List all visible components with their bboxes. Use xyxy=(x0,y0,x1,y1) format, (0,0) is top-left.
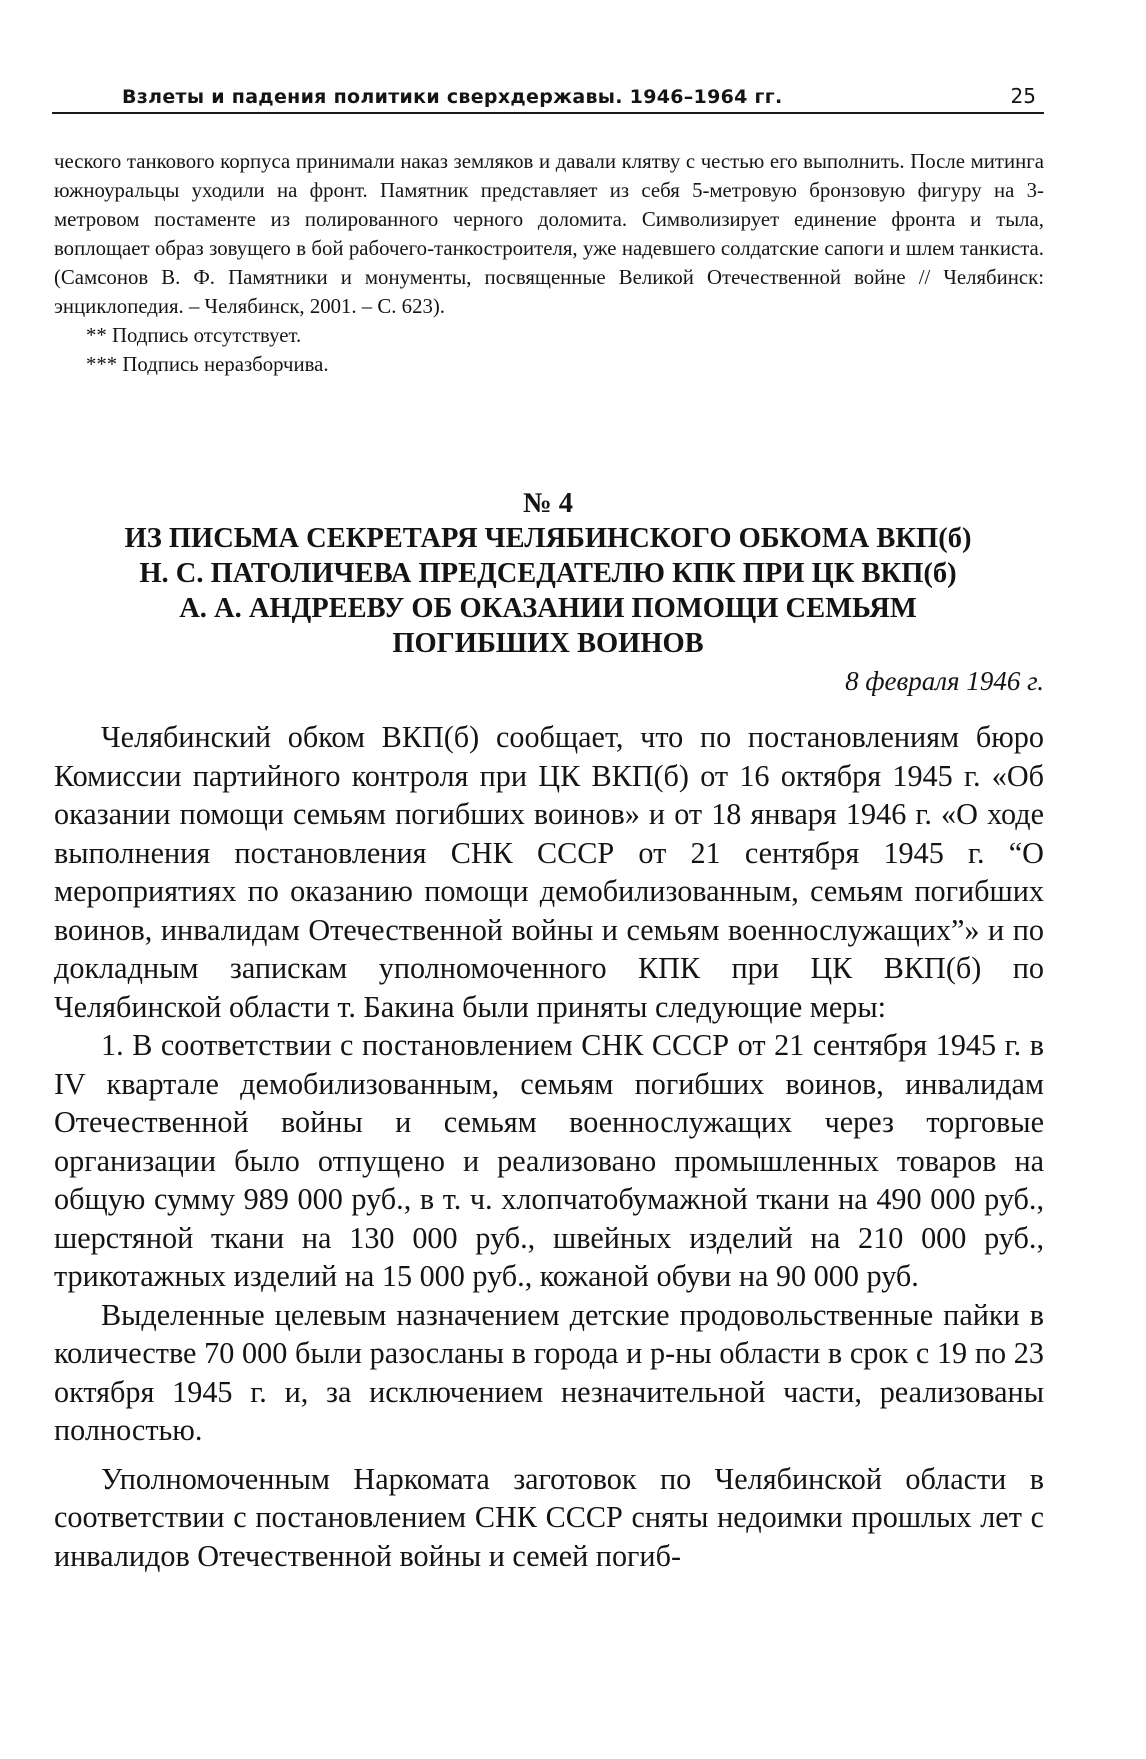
body-paragraph: 1. В соответствии с постановлением СНК СССР от 21 сентября 1945 г. в IV квартале демобилизованным, семьям погибших воинов, инвалидам Отечественной войны и семьям военнослужащих через торговые организации было отпущено и реализовано промышленных товаров на общую сумму 989 000 руб., в т. ч. хлопчатобумажной ткани на 490 000 руб., шерстяной ткани на 130 000 руб., швейных изделий на 210 000 руб., трикотажных изделий на 15 000 руб., кожаной обуви на 90 000 руб. xyxy=(54,1028,1044,1293)
body-paragraph: Челябинский обком ВКП(б) сообщает, что по постановлениям бюро Комиссии партийного контроля при ЦК ВКП(б) от 16 октября 1945 г. «Об оказании помощи семьям погибших воинов» и от 18 января 1946 г. «О ходе выполнения постановления СНК СССР от 21 сентября 1945 г. “О мероприятиях по оказанию помощи демобилизованным, семьям погибших воинов, инвалидам Отечественной войны и семьям военнослужащих”» и по докладным запискам уполномоченного КПК при ЦК ВКП(б) по Челябинской области т. Бакина были приняты следующие меры: xyxy=(54,720,1044,1024)
document-title-line: ИЗ ПИСЬМА СЕКРЕТАРЯ ЧЕЛЯБИНСКОГО ОБКОМА ВКП(б) xyxy=(124,523,972,554)
document-date: 8 февраля 1946 г. xyxy=(845,666,1044,696)
document-number: № 4 xyxy=(522,488,573,519)
running-header xyxy=(52,78,1044,114)
footnotes xyxy=(54,147,1044,379)
document-title-line: Н. С. ПАТОЛИЧЕВА ПРЕДСЕДАТЕЛЮ КПК ПРИ ЦК ВКП(б) xyxy=(139,558,957,589)
document-body xyxy=(54,718,1044,1575)
page-number: 25 xyxy=(1010,84,1036,108)
body-paragraph: Уполномоченным Наркомата заготовок по Челябинской области в соответствии с постановлением СНК СССР сняты недоимки прошлых лет с инвалидов Отечественной войны и семей погиб- xyxy=(54,1461,1044,1573)
footnote-continuation: ческого танкового корпуса принимали наказ земляков и давали клятву с честью его выполнить. После митинга южноуральцы уходили на фронт. Памятник представляет из себя 5-метровую бронзовую фигуру на 3-метровом постаменте из полированного черного доломита. Символизирует единение фронта и тыла, воплощает образ зовущего в бой рабочего-танкостроителя, уже надевшего солдатские сапоги и шлем танкиста. (Самсонов В. Ф. Памятники и монументы, посвященные Великой Отечественной войне // Челябинск: энциклопедия. – Челябинск, 2001. – С. 623). xyxy=(54,150,1044,318)
footnote-triple-star: *** Подпись неразборчива. xyxy=(86,353,329,376)
document-title-line: ПОГИБШИХ ВОИНОВ xyxy=(392,628,704,659)
document-title-line: А. А. АНДРЕЕВУ ОБ ОКАЗАНИИ ПОМОЩИ СЕМЬЯМ xyxy=(179,593,917,624)
footnote-double-star: ** Подпись отсутствует. xyxy=(86,324,302,347)
running-title: Взлеты и падения политики сверхдержавы. 1946–1964 гг. xyxy=(122,86,783,108)
body-paragraph: Выделенные целевым назначением детские продовольственные пайки в количестве 70 000 были разосланы в города и р-ны области в срок с 19 по 23 октября 1945 г. и, за исключением незначительной части, реализованы полностью. xyxy=(54,1297,1044,1447)
document-heading xyxy=(52,486,1044,661)
